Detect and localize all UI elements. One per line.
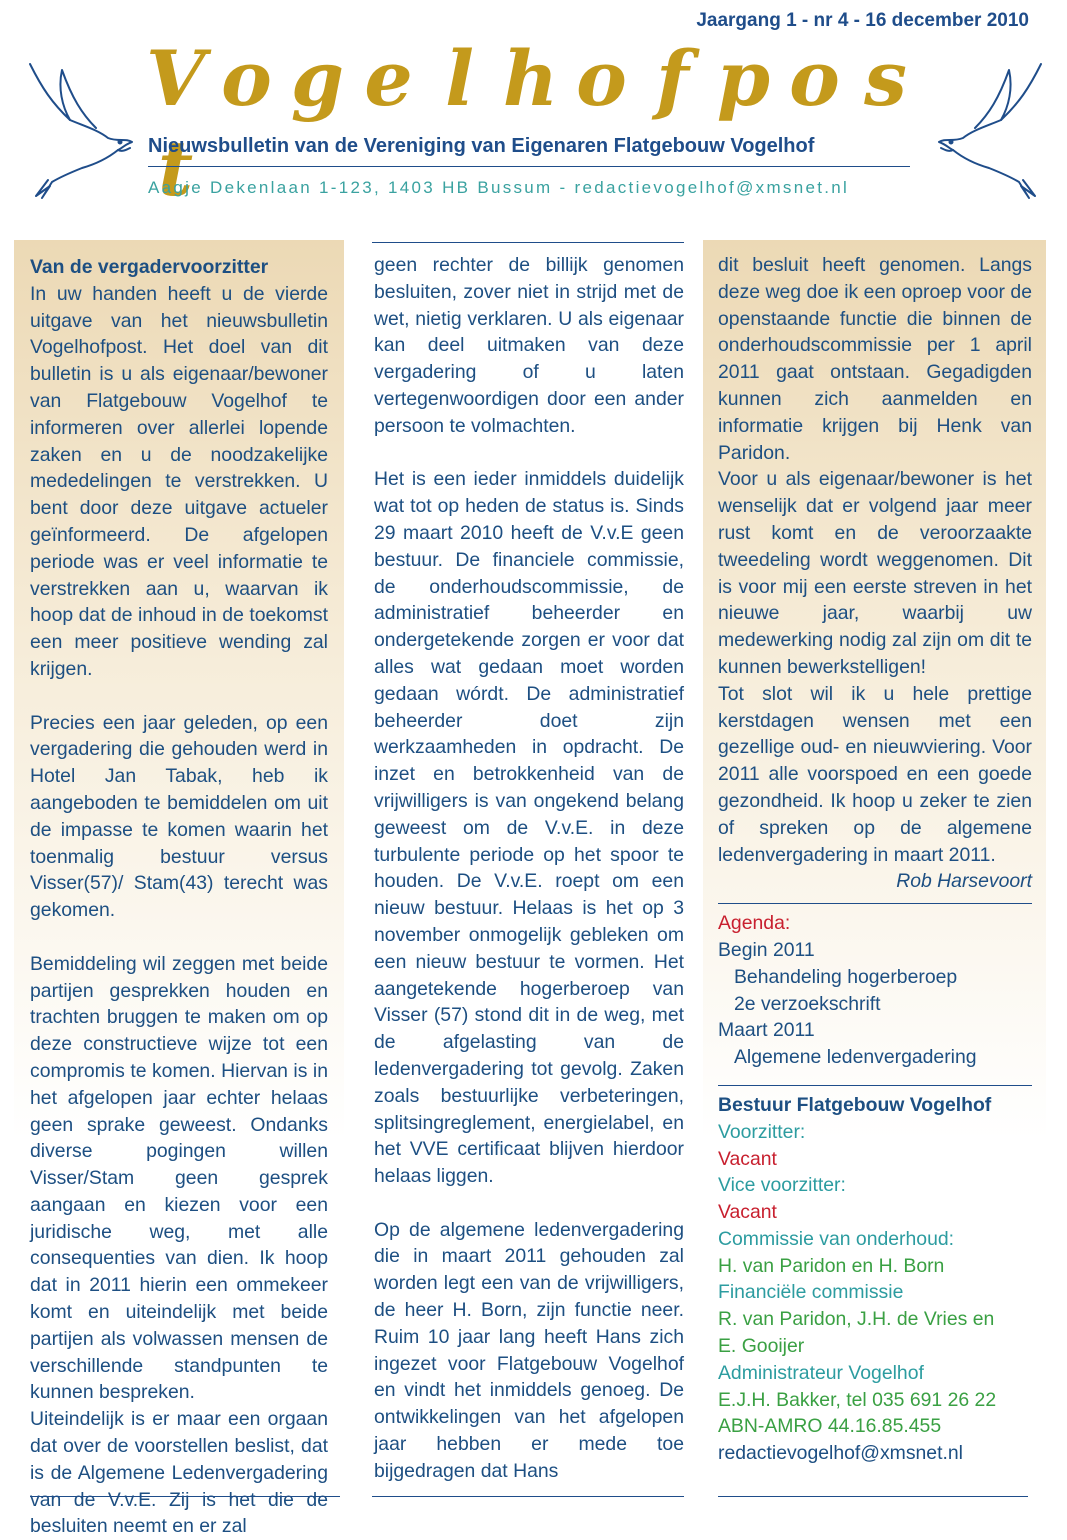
board-line: Voorzitter:	[718, 1120, 806, 1143]
board-line: Vice voorzitter:	[718, 1174, 846, 1197]
masthead-letter: f	[656, 34, 689, 123]
board-line: Administrateur Vogelhof	[718, 1361, 924, 1384]
board-line: R. van Paridon, J.H. de Vries en	[718, 1308, 995, 1331]
agenda-item: Behandeling hogerberoep	[734, 965, 958, 988]
paragraph: Het is een ieder inmiddels duidelijk wat tot op heden de status is. Sinds 29 maart 2010 heeft de V.v.E geen bestuur. De financiele commissie, de onderhoudscommissie, de administratief beheerder en ondergetekende zorgen er voor dat alles wat gedaan moet worden gedaan wórdt. De administratief beheerder doet zijn werkzaamheden in opdracht. De inzet en betrokkenheid van de vrijwilligers is van ongekend belang geweest om de V.v.E. in deze turbulente periode op het spoor te houden. De V.v.E. roept om een nieuw bestuur. Helaas is het op 3 november onmogelijk gebleken om een nieuw bestuur te vormen. Het aangetekende hogerberoep van Visser (57) stond dit in de weg, met de afgelasting van de ledenvergadering tot gevolg. Zaken zoals bestuurlijke verbeteringen, splitsingreglement, energielabel, en het VVE certificaat blijven hierdoor helaas liggen.	[374, 468, 684, 1188]
article-heading: Van de vergadervoorzitter	[30, 256, 269, 278]
header-divider	[148, 166, 910, 167]
board-line: E.J.H. Bakker, tel 035 691 26 22	[718, 1388, 997, 1411]
paragraph: Op de algemene ledenvergadering die in maart 2011 gehouden zal worden legt een van de vrijwilligers, de heer H. Born, zijn functie neer. Ruim 10 jaar lang heeft Hans zich ingezet voor Flatgebouw Vogelhof en vindt het inmiddels genoeg. De ontwikkelingen van het afgelopen jaar hebben er mede toe bijgedragen dat Hans	[374, 1218, 684, 1482]
dove-icon-right	[929, 58, 1049, 208]
masthead-letter: h	[502, 34, 559, 123]
masthead-letter: o	[576, 34, 627, 123]
subtitle: Nieuwsbulletin van de Vereniging van Eigenaren Flatgebouw Vogelhof	[148, 135, 815, 157]
paragraph: Uiteindelijk is er maar een orgaan dat over de voorstellen beslist, dat is de Algemene Ledenvergadering van de V.v.E. Zij is het die de besluiten neemt en er zal	[30, 1408, 328, 1538]
column-1	[14, 240, 344, 1538]
agenda-divider	[718, 903, 1032, 904]
masthead-letter: e	[364, 34, 413, 123]
agenda	[718, 910, 1032, 1071]
board-line: Commissie van onderhoud:	[718, 1227, 955, 1250]
paragraph: dit besluit heeft genomen. Langs deze weg doe ik een oproep voor de openstaande functie die binnen de onderhoudscommissie per 1 april 2011 gaat ontstaan. Gegadigden kunnen zich aanmelden en informatie krijgen bij Henk van Paridon.	[718, 254, 1032, 464]
masthead-letter: o	[789, 34, 840, 123]
agenda-item: Maart 2011	[718, 1019, 815, 1042]
paragraph: Precies een jaar geleden, op een vergadering die gehouden werd in Hotel Jan Tabak, heb ik aangeboden te bemiddelen om uit de impasse te komen waarin het toenmalig bestuur versus Visser(57)/ Stam(43) terecht was gekomen.	[30, 711, 328, 922]
board-line: H. van Paridon en H. Born	[718, 1254, 945, 1277]
column-3	[703, 240, 1046, 1498]
board-line: E. Gooijer	[718, 1335, 805, 1358]
masthead-letter: o	[221, 34, 272, 123]
column-2-bottom-rule	[372, 1496, 684, 1497]
agenda-item: Algemene ledenvergadering	[734, 1046, 977, 1069]
masthead-letter: V	[146, 34, 205, 123]
agenda-title: Agenda:	[718, 912, 791, 935]
agenda-item: Begin 2011	[718, 938, 815, 961]
board-title: Bestuur Flatgebouw Vogelhof	[718, 1093, 992, 1116]
email-link[interactable]: redactievogelhof@xmsnet.nl	[718, 1442, 963, 1465]
paragraph: Voor u als eigenaar/bewoner is het wenselijk dat er volgend jaar meer rust komt en de veroorzaakte tweedeling wordt weggenomen. Dit is voor mij een eerste streven in het nieuwe jaar, waarbij uw medewerking nodig zal zijn om dit te kunnen bewerkstelligen!	[718, 468, 1032, 678]
address-line: Aagje Dekenlaan 1-123, 1403 HB Bussum - redactievogelhof@xmsnet.nl	[148, 178, 850, 197]
board	[718, 1092, 1032, 1467]
board-line: Vacant	[718, 1147, 777, 1170]
masthead-letter: s	[864, 34, 907, 123]
column-2-top-rule	[372, 242, 684, 243]
column-1-bottom-rule	[30, 1496, 340, 1497]
board-line: Vacant	[718, 1201, 777, 1224]
board-divider	[718, 1085, 1032, 1086]
dove-icon-left	[22, 58, 142, 208]
paragraph: In uw handen heeft u de vierde uitgave van het nieuwsbulletin Vogelhofpost. Het doel van dit bulletin is u als eigenaar/bewoner van Flatgebouw Vogelhof te informeren over allerlei lopende zaken en u de noodzakelijke mededelingen te verstrekken. U bent door deze uitgave actueler geïnformeerd. De afgelopen periode was er veel informatie te verstrekken aan u, waarvan ik hoop dat de inhoud in de toekomst een meer positieve wending zal krijgen.	[30, 282, 328, 680]
issue-info: Jaargang 1 - nr 4 - 16 december 2010	[696, 10, 1029, 31]
masthead-letter: p	[716, 34, 771, 123]
paragraph: Tot slot wil ik u hele prettige kerstdagen wensen met een gezellige oud- en nieuwviering. Voor 2011 alle voorspoed en een goede gezondheid. Ik hoop u zeker te zien of spreken op de algemene ledenvergadering in maart 2011.	[718, 682, 1032, 866]
column-3-bottom-rule	[718, 1496, 1028, 1497]
masthead-letter: t	[157, 124, 194, 213]
agenda-item: 2e verzoekschrift	[734, 992, 881, 1015]
board-line: ABN-AMRO 44.16.85.455	[718, 1415, 942, 1438]
masthead-letter: g	[290, 34, 345, 123]
column-2	[360, 240, 700, 1498]
paragraph: Bemiddeling wil zeggen met beide partijen gesprekken houden en trachten bruggen te maken om op deze constructieve wijze tot een compromis te komen. Hiervan is in het afgelopen jaar echter helaas geen sprake geweest. Ondanks diverse pogingen willen Visser/Stam geen gesprek aangaan en kiezen voor een juridische weg, met alle consequenties van dien. Ik hoop dat in 2011 hierin een ommekeer komt en uiteindelijk met beide partijen als volwassen mensen de verschillende standpunten te kunnen bespreken.	[30, 952, 328, 1404]
signature: Rob Harsevoort	[896, 870, 1032, 893]
masthead-letter: l	[445, 34, 474, 123]
paragraph: geen rechter de billijk genomen besluiten, zover niet in strijd met de wet, nietig verklaren. U als eigenaar kan deel uitmaken van deze vergadering of u laten vertegenwoordigen door een ander persoon te volmachten.	[374, 254, 684, 437]
board-line: Financiële commissie	[718, 1281, 904, 1304]
